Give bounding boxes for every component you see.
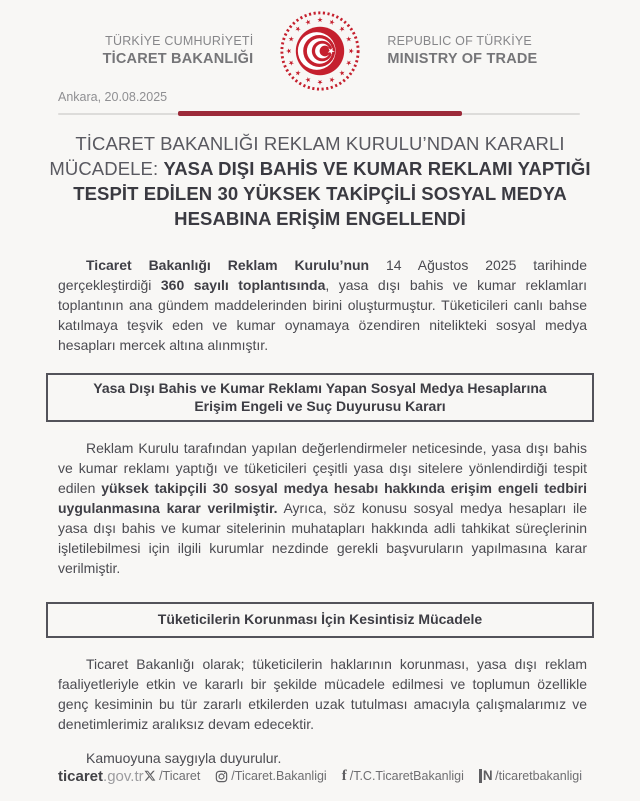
website-url-rest: .gov.tr [103, 767, 144, 785]
social-x-handle: /Ticaret [159, 769, 201, 783]
website-url-bold: ticaret [58, 767, 104, 785]
header-left-line1: TÜRKİYE CUMHURİYETİ [105, 34, 254, 49]
ministry-of-trade-logo-icon [279, 10, 361, 92]
social-instagram[interactable] [215, 769, 326, 783]
header-left-line2: TİCARET BAKANLIĞI [102, 50, 254, 67]
section-heading-box-1 [46, 373, 594, 422]
box-2-text: Tüketicilerin Korunması İçin Kesintisiz Mücadele [157, 611, 483, 627]
dateline: Ankara, 20.08.2025 [58, 90, 168, 104]
social-facebook[interactable] [342, 769, 464, 784]
header [0, 0, 640, 92]
paragraph-1-bold-1: Ticaret Bakanlığı Reklam Kurulu’nun [86, 257, 370, 273]
paragraph-1 [58, 255, 587, 355]
paragraph-2-text-1: Reklam Kurulu tarafından yapılan değerlendirmeler neticesinde, yasa dışı bahis ve kumar reklamı yaptığı ve tüketicileri çeşitli yasa dışı sitelere yönlendirdiği tespit edilen [58, 440, 587, 496]
social-facebook-handle: /T.C.TicaretBakanligi [349, 769, 464, 783]
paragraph-1-bold-2: 360 sayılı toplantısında [160, 277, 326, 293]
page-title [41, 131, 599, 231]
paragraph-2-text-2: Ayrıca, söz konusu sosyal medya hesapları ile yasa dışı bahis ve kumar sitelerinin muhatapları hakkında adli tahkikat süreçlerinin işletilebilmesi için ilgili kurumlar nezdinde gerekli başvuruların yapılmasına karar verilmiştir. [58, 500, 587, 576]
paragraph-3 [58, 654, 587, 734]
closing-line: Kamuoyuna saygıyla duyurulur. [86, 749, 282, 766]
box-1-line-2: Erişim Engeli ve Suç Duyurusu Kararı [194, 397, 446, 414]
section-heading-box-2 [46, 602, 594, 638]
paragraph-1-text-2: , yasa dışı bahis ve kumar reklamları toplantının ana gündem maddelerinden birini oluşturmuştur. Tüketicileri canlı bahse katılmaya teşvik eden ve kumar oynamaya özendiren nitelikteki sosyal medya hesapları mercek altına alınmıştır. [58, 277, 587, 353]
social-x[interactable] [144, 769, 200, 783]
website-url[interactable] [58, 768, 144, 785]
header-left-text [103, 34, 254, 68]
box-1-line-1: Yasa Dışı Bahis ve Kumar Reklamı Yapan Sosyal Medya Hesaplarına [93, 380, 547, 396]
social-nsosyal-handle: /ticaretbakanligi [495, 769, 582, 783]
footer [0, 768, 640, 801]
x-icon [144, 770, 156, 782]
divider-red-bar [178, 111, 462, 116]
paragraph-2-bold-1: yüksek takipçili 30 sosyal medya hesabı hakkında erişim engeli tedbiri uygulanmasına karar verilmiştir. [58, 480, 587, 516]
header-right-line1: REPUBLIC OF TÜRKİYE [387, 34, 532, 49]
paragraph-1-text-1: 14 Ağustos 2025 tarihinde gerçekleştirdiği [58, 257, 587, 293]
title-regular: TİCARET BAKANLIĞI REKLAM KURULU’NDAN KARARLI MÜCADELE: [49, 133, 565, 179]
social-nsosyal[interactable] [479, 769, 582, 783]
paragraph-2 [58, 438, 587, 578]
instagram-icon [215, 770, 228, 783]
header-right-line2: MINISTRY OF TRADE [387, 50, 538, 67]
social-instagram-handle: /Ticaret.Bakanligi [231, 769, 327, 783]
social-links [144, 769, 582, 784]
facebook-icon: f [341, 767, 347, 784]
nsosyal-icon: N [479, 769, 492, 783]
paragraph-3-text: Ticaret Bakanlığı olarak; tüketicilerin haklarının korunması, yasa dışı reklam faaliyetleriyle etkin ve kararlı bir şekilde mücadele edilmesi ve toplumun özellikle genç kesiminin bu tür zararlı etkilerden uzak tutulması amacıyla çalışmalarımız ve denetimlerimiz aralıksız devam edecektir. [58, 655, 587, 732]
header-right-text [387, 34, 537, 68]
dateline-row [0, 86, 640, 106]
title-bold: YASA DIŞI BAHİS VE KUMAR REKLAMI YAPTIĞI TESPİT EDİLEN 30 YÜKSEK TAKİPÇİLİ SOSYAL MEDYA HESABINA ERİŞİM ENGELLENDİ [73, 158, 591, 229]
